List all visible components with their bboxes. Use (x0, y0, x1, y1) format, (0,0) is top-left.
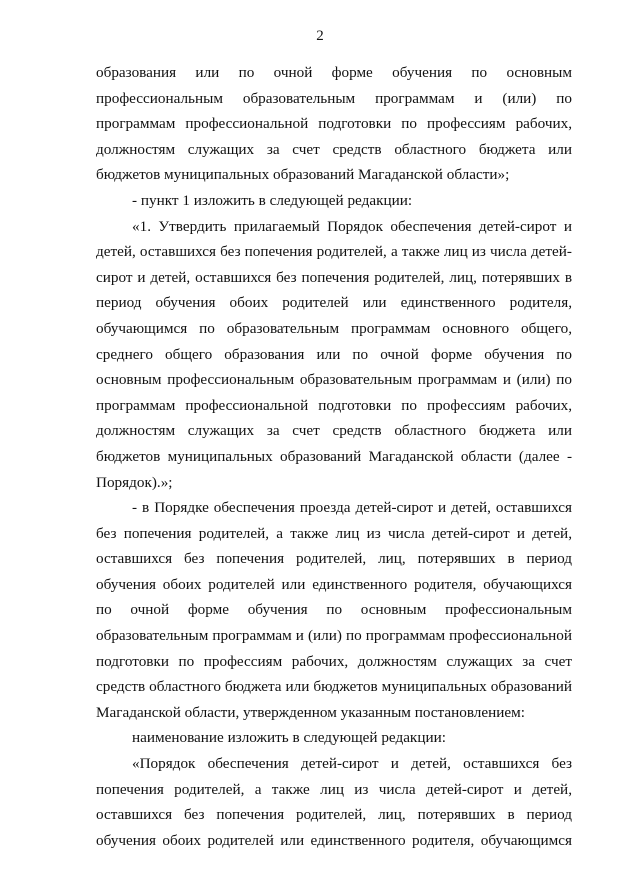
document-body (96, 60, 572, 853)
paragraph: - в Порядке обеспечения проезда детей-сирот и детей, оставшихся без попечения родителей, а также лиц из числа детей-сирот и детей, оставшихся без попечения родителей, лиц, потерявших в период обучения обоих родителей или единственного родителя, обучающихся по очной форме обучения по основным профессиональным образовательным программам и (или) по программам профессиональной подготовки по профессиям рабочих, должностям служащих за счет средств областного бюджета или бюджетов муниципальных образований Магаданской области, утвержденном указанным постановлением: (96, 499, 572, 721)
paragraph: «1. Утвердить прилагаемый Порядок обеспечения детей-сирот и детей, оставшихся без попечения родителей, а также лиц из числа детей-сирот и детей, оставшихся без попечения родителей, лиц, потерявших в период обучения обоих родителей или единственного родителя, обучающимся по образовательным программам основного общего, среднего общего образования или по очной форме обучения по основным профессиональным образовательным программам и (или) по программам профессиональной подготовки по профессиям рабочих, должностям служащих за счет средств областного бюджета или бюджетов муниципальных образований Магаданской области (далее - Порядок).»; (96, 217, 572, 491)
paragraph: - пункт 1 изложить в следующей редакции: (132, 191, 413, 209)
paragraph: наименование изложить в следующей редакции: (132, 729, 446, 747)
paragraph: образования или по очной форме обучения по основным профессиональным образовательным программам и (или) по программам профессиональной подготовки по профессиям рабочих, должностям служащих за счет средств областного бюджета или бюджетов муниципальных образований Магаданской области»; (96, 64, 572, 184)
paragraph: «Порядок обеспечения детей-сирот и детей, оставшихся без попечения родителей, а также лиц из числа детей-сирот и детей, оставшихся без попечения родителей, лиц, потерявших в период обучения обоих родителей или единственного родителя, обучающимся (96, 755, 572, 849)
page-number: 2 (316, 28, 324, 44)
